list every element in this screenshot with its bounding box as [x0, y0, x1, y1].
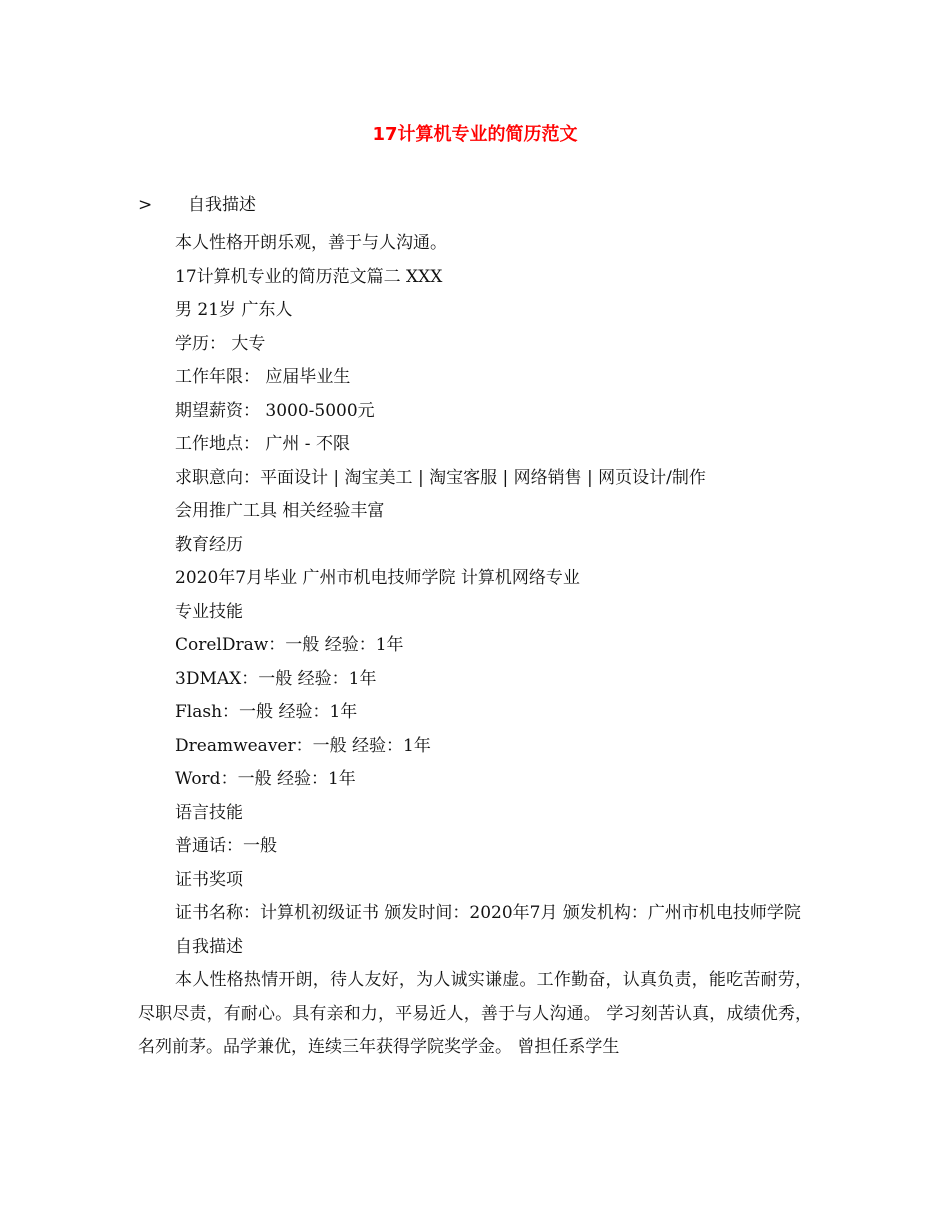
- heading-text: 自我描述: [188, 195, 256, 215]
- chevron-right-icon: >: [138, 195, 153, 215]
- text-line: 男 21岁 广东人: [175, 300, 293, 320]
- text-line: 3DMAX：一般 经验：1年: [175, 668, 377, 689]
- text-line: 期望薪资： 3000-5000元: [175, 400, 375, 421]
- section-label-skills: 专业技能: [175, 601, 243, 622]
- text-line: 17计算机专业的简历范文篇二 XXX: [175, 266, 443, 287]
- self-description-heading: [138, 193, 256, 217]
- text-line: CorelDraw：一般 经验：1年: [175, 635, 404, 655]
- text-line: Dreamweaver：一般 经验：1年: [175, 735, 431, 756]
- text-line: 工作地点： 广州 - 不限: [175, 434, 350, 454]
- text-line: 学历： 大专: [175, 333, 266, 354]
- section-label-certificates: 证书奖项: [175, 869, 243, 890]
- self-description-heading-2: 自我描述: [175, 936, 243, 957]
- text-line: 工作年限： 应届毕业生: [175, 367, 351, 387]
- text-line: 本人性格开朗乐观，善于与人沟通。: [175, 233, 447, 253]
- text-line: 普通话：一般: [175, 836, 277, 856]
- text-line: Flash：一般 经验：1年: [175, 702, 358, 722]
- text-line: 2020年7月毕业 广州市机电技师学院 计算机网络专业: [175, 568, 580, 588]
- certificate-paragraph: 证书名称：计算机初级证书 颁发时间：2020年7月 颁发机构：广州市机电技师学院: [175, 903, 801, 923]
- self-description-paragraph: 本人性格热情开朗，待人友好，为人诚实谦虚。工作勤奋，认真负责，能吃苦耐劳，尽职尽责，有耐心。具有亲和力，平易近人，善于与人沟通。 学习刻苦认真，成绩优秀，名列前茅。品学兼优，连续三年获得学院奖学金。 曾担任系学生: [138, 970, 812, 1057]
- document-title: 17计算机专业的简历范文: [372, 124, 578, 145]
- text-line: Word：一般 经验：1年: [175, 769, 356, 789]
- section-label-language: 语言技能: [175, 802, 243, 823]
- text-line: 会用推广工具 相关经验丰富: [175, 501, 385, 521]
- resume-body: [138, 227, 815, 1065]
- text-line: 求职意向：平面设计 | 淘宝美工 | 淘宝客服 | 网络销售 | 网页设计/制作: [175, 467, 706, 488]
- section-label-education: 教育经历: [175, 534, 243, 555]
